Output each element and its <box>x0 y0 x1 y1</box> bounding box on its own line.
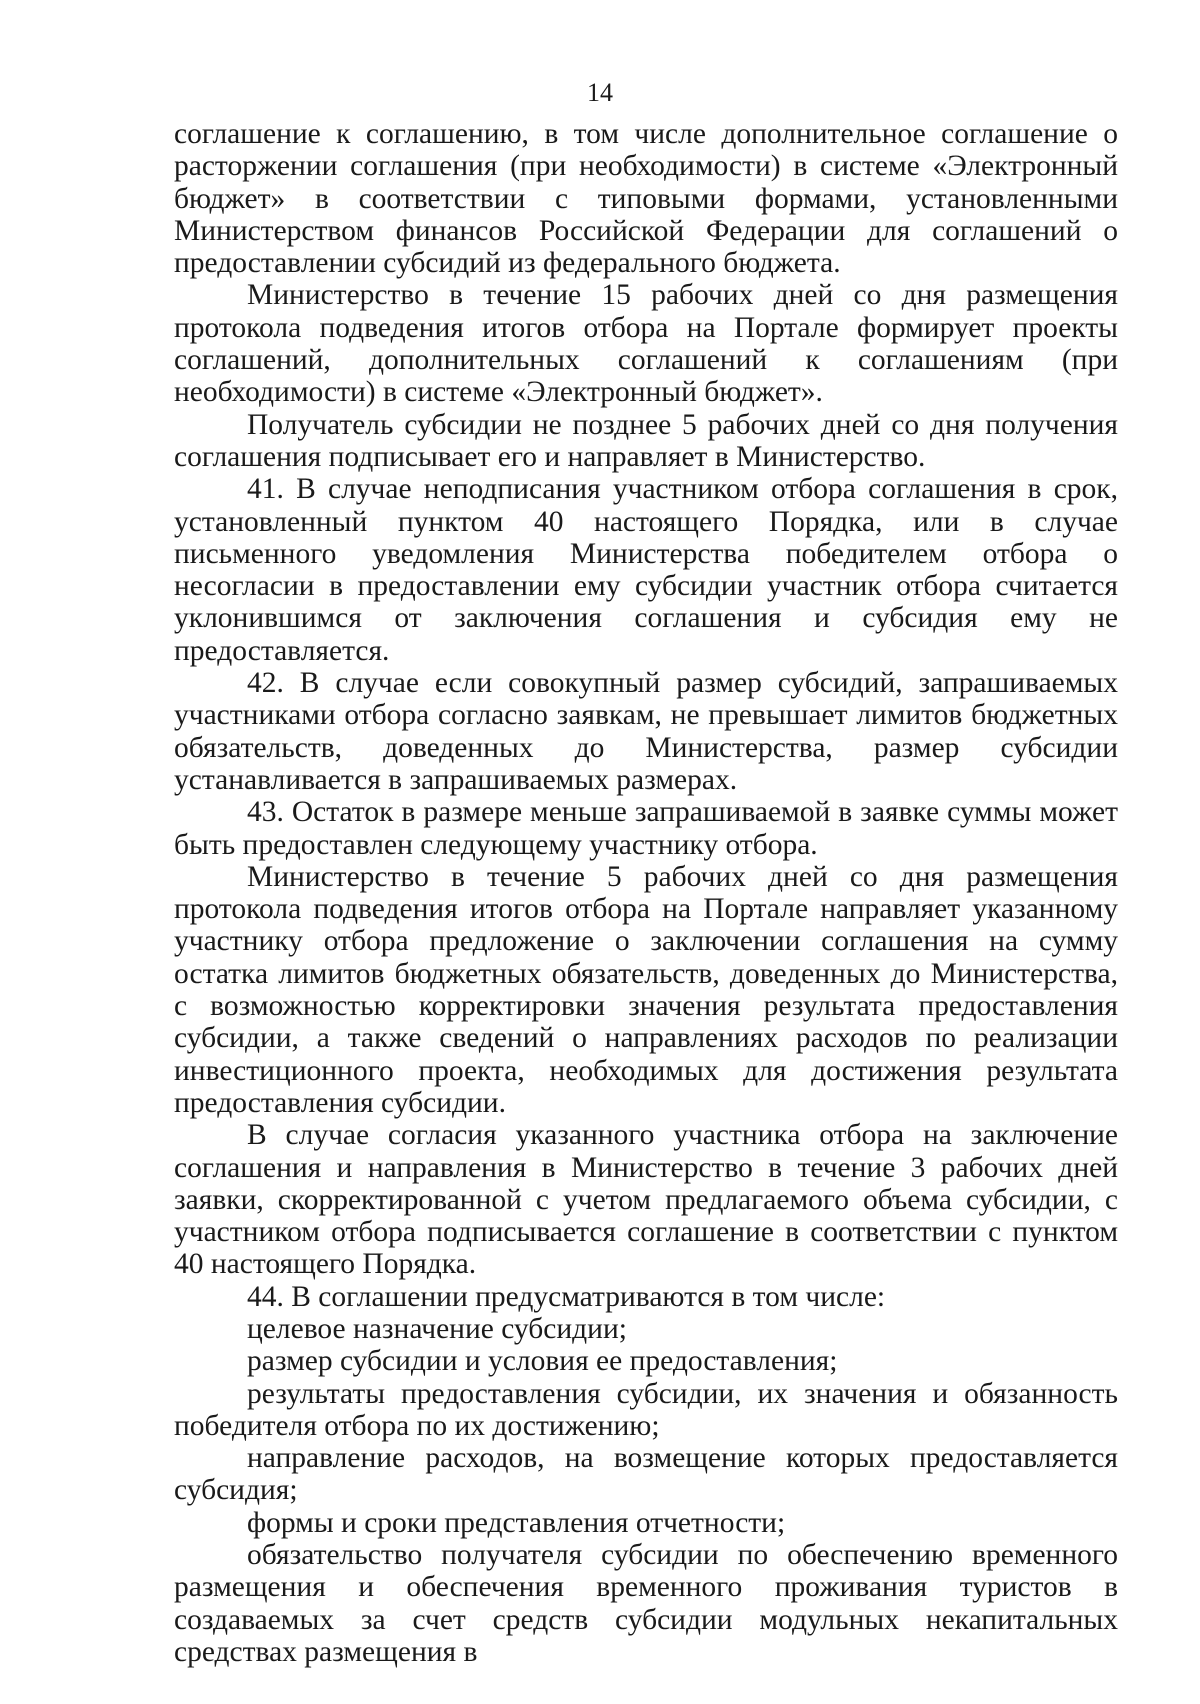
list-item: направление расходов, на возмещение которых предоставляется субсидия; <box>174 1442 1118 1507</box>
paragraph-clause-43: 43. Остаток в размере меньше запрашиваемой в заявке суммы может быть предоставлен следующему участнику отбора. <box>174 796 1118 861</box>
list-item: результаты предоставления субсидии, их значения и обязанность победителя отбора по их достижению; <box>174 1377 1118 1442</box>
paragraph: Министерство в течение 5 рабочих дней со дня размещения протокола подведения итогов отбора на Портале направляет указанному участнику отбора предложение о заключении соглашения на сумму остатка лимитов бюджетных обязательств, доведенных до Министерства, с возможностью корректировки значения результата предоставления субсидии, а также сведений о направлениях расходов по реализации инвестиционного проекта, необходимых для достижения результата предоставления субсидии. <box>174 860 1118 1119</box>
list-item: размер субсидии и условия ее предоставления; <box>247 1345 838 1378</box>
list-item: обязательство получателя субсидии по обеспечению временного размещения и обеспечения временного проживания туристов в создаваемых за счет средств субсидии модульных некапитальных средствах размещения в <box>174 1539 1118 1668</box>
paragraph-clause-41: 41. В случае неподписания участником отбора соглашения в срок, установленный пунктом 40 настоящего Порядка, или в случае письменного уведомления Министерства победителем отбора о несогласии в предоставлении ему субсидии участник отбора считается уклонившимся от заключения соглашения и субсидия ему не предоставляется. <box>174 473 1118 667</box>
paragraph: В случае согласия указанного участника отбора на заключение соглашения и направления в Министерство в течение 3 рабочих дней заявки, скорректированной с учетом предлагаемого объема субсидии, с участником отбора подписывается соглашение в соответствии с пунктом 40 настоящего Порядка. <box>174 1119 1118 1281</box>
paragraph: Получатель субсидии не позднее 5 рабочих дней со дня получения соглашения подписывает его и направляет в Министерство. <box>174 408 1118 473</box>
paragraph: Министерство в течение 15 рабочих дней со дня размещения протокола подведения итогов отбора на Портале формирует проекты соглашений, дополнительных соглашений к соглашениям (при необходимости) в системе «Электронный бюджет». <box>174 279 1118 409</box>
paragraph-clause-44: 44. В соглашении предусматриваются в том числе: <box>247 1280 886 1313</box>
paragraph-clause-42: 42. В случае если совокупный размер субсидий, запрашиваемых участниками отбора согласно заявкам, не превышает лимитов бюджетных обязательств, доведенных до Министерства, размер субсидии устанавливается в запрашиваемых размерах. <box>174 667 1118 796</box>
paragraph-continuation: соглашение к соглашению, в том числе дополнительное соглашение о расторжении соглашения (при необходимости) в системе «Электронный бюджет» в соответствии с типовыми формами, установленными Министерством финансов Российской Федерации для соглашений о предоставлении субсидий из федерального бюджета. <box>174 118 1118 280</box>
list-item: формы и сроки представления отчетности; <box>247 1506 786 1539</box>
page-number: 14 <box>587 78 613 107</box>
document-body <box>174 118 1118 1668</box>
list-item: целевое назначение субсидии; <box>247 1312 627 1345</box>
